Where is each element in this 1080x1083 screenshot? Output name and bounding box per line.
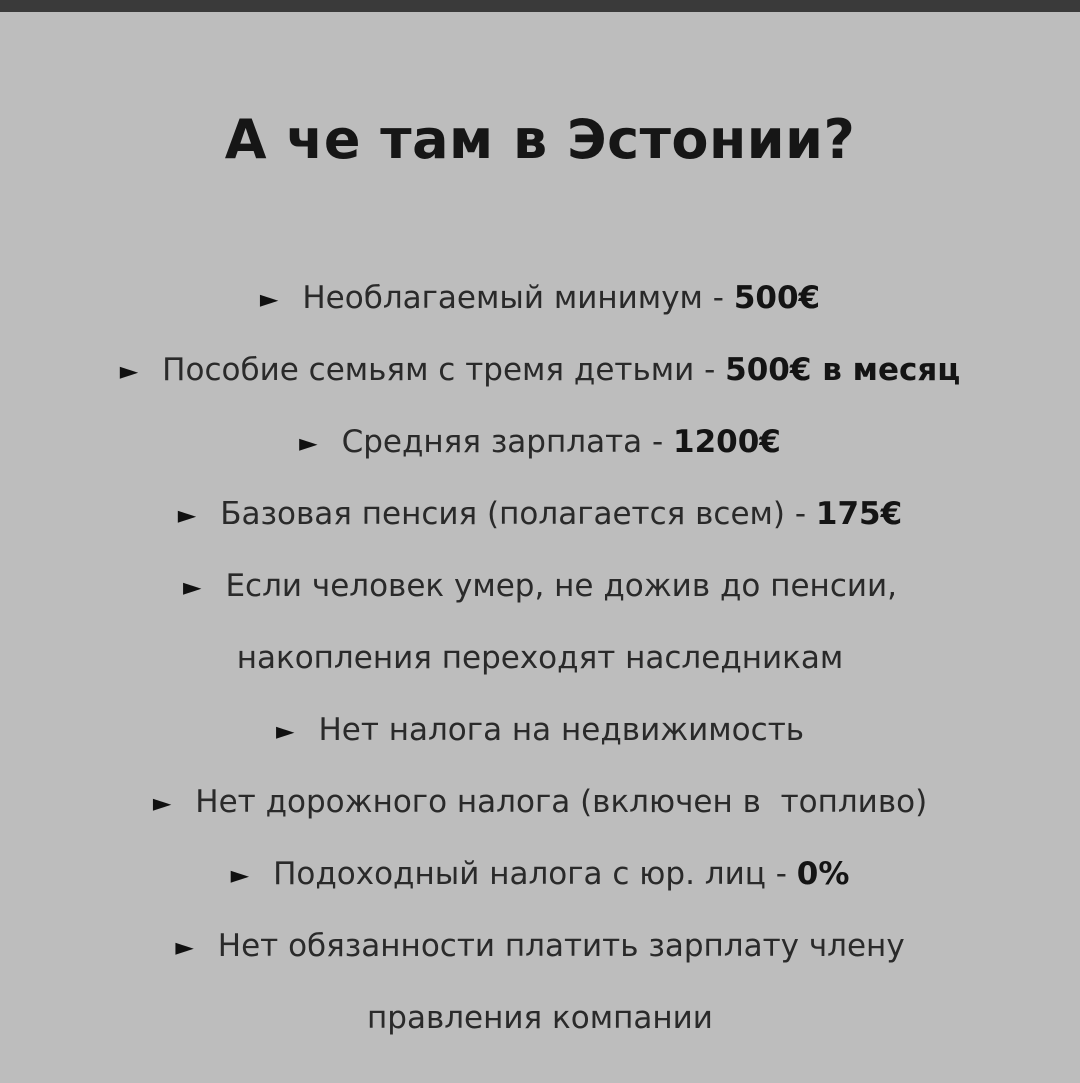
list-item bbox=[0, 838, 1080, 910]
item-text: Необлагаемый минимум - bbox=[302, 280, 734, 316]
item-value: 1200€ bbox=[673, 424, 781, 460]
item-text: Если человек умер, не дожив до пенсии, bbox=[225, 568, 898, 604]
list-item bbox=[0, 478, 1080, 550]
triangle-right-icon: ► bbox=[177, 501, 197, 529]
item-text: накопления переходят наследникам bbox=[236, 640, 844, 676]
triangle-right-icon: ► bbox=[152, 789, 172, 817]
triangle-right-icon: ► bbox=[259, 285, 279, 313]
triangle-right-icon: ► bbox=[182, 573, 202, 601]
item-text: Средняя зарплата - bbox=[341, 424, 674, 460]
facts-list bbox=[0, 262, 1080, 1054]
list-item bbox=[0, 262, 1080, 334]
item-text: правления компании bbox=[367, 1000, 713, 1036]
list-item bbox=[0, 550, 1080, 622]
list-item bbox=[0, 766, 1080, 838]
list-item bbox=[0, 406, 1080, 478]
item-value: 500€ в месяц bbox=[725, 352, 961, 388]
triangle-right-icon: ► bbox=[175, 933, 194, 961]
page-title: А че там в Эстонии? bbox=[224, 108, 856, 171]
item-value: 0% bbox=[796, 856, 850, 892]
triangle-right-icon: ► bbox=[119, 357, 139, 385]
item-text: Нет дорожного налога (включен в топливо) bbox=[195, 784, 928, 820]
item-value: 175€ bbox=[815, 496, 903, 532]
triangle-right-icon: ► bbox=[230, 861, 250, 889]
list-item bbox=[0, 334, 1080, 406]
list-item bbox=[0, 694, 1080, 766]
item-text: Базовая пенсия (полагается всем) - bbox=[220, 496, 816, 532]
item-text: Пособие семьям с тремя детьми - bbox=[162, 352, 726, 388]
item-value: 500€ bbox=[733, 280, 821, 316]
item-text: Нет обязанности платить зарплату члену bbox=[217, 928, 905, 964]
triangle-right-icon: ► bbox=[275, 717, 295, 745]
item-text: Нет налога на недвижимость bbox=[318, 712, 805, 748]
list-item bbox=[0, 910, 1080, 982]
top-bar bbox=[0, 0, 1080, 12]
item-text: Подоходный налога с юр. лиц - bbox=[273, 856, 797, 892]
triangle-right-icon: ► bbox=[299, 429, 318, 457]
list-item-continuation bbox=[0, 622, 1080, 694]
list-item-continuation bbox=[0, 982, 1080, 1054]
